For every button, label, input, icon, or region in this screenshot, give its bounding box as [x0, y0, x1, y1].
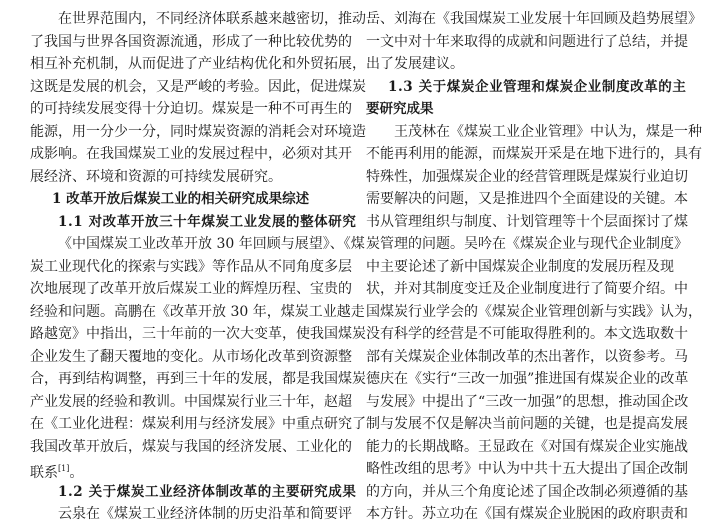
- right-column: [366, 8, 702, 526]
- text-line: 一文中对十年来取得的成就和问题进行了总结，并提: [366, 33, 688, 50]
- paragraph-first-line: 王茂林在《煤炭工业企业管理》中认为，煤是一种: [394, 123, 702, 140]
- paragraph-last-line: [30, 458, 345, 481]
- text-line: 了我国与世界各国资源流通，形成了一种比较优势的: [30, 33, 352, 50]
- text-line: 相互补充机制，从而促进了产业结构优化和外贸拓展，: [30, 56, 366, 72]
- text-line: 本方针。苏立功在《国有煤炭企业脱困的政府职责和: [366, 506, 688, 522]
- text-line: 特殊性，加强煤炭企业的经营管理既是煤炭行业迫切: [366, 168, 688, 185]
- text-line: 炭管理的问题。吴吟在《煤炭企业与现代企业制度》: [366, 236, 688, 252]
- text-line: 书从管理组织与制度、计划管理等十个层面探讨了煤: [366, 213, 688, 230]
- subsection-heading: 1.2 关于煤炭工业经济体制改革的主要研究成果: [58, 483, 357, 500]
- text-line: 能源，用一分少一分，同时煤炭资源的消耗会对环境造: [30, 123, 366, 140]
- paragraph-last-line: 出了发展建议。: [366, 56, 464, 72]
- text-line: 产业发展的经验和教训。中国煤炭行业三十年，赵超: [30, 393, 352, 410]
- text-line: 路越宽》中指出，三十年前的一次大变革，使我国煤炭: [30, 326, 366, 342]
- subsection-heading: 1.3 关于煤炭企业管理和煤炭企业制度改革的主: [388, 78, 687, 95]
- text-line: 需要解决的问题，又是推进四个全面建设的关键。本: [366, 191, 688, 207]
- line-tail: 。: [69, 465, 84, 481]
- paragraph-first-line: 《中国煤炭工业改革开放 30 年回顾与展望》、《煤: [58, 236, 365, 252]
- text-line: 岳、刘海在《我国煤炭工业发展十年回顾及趋势展望》: [366, 11, 702, 27]
- text-line: 状，并对其制度变迁及企业制度进行了简要介绍。中: [366, 281, 688, 297]
- text-line: 企业发生了翻天覆地的变化。从市场化改革到资源整: [30, 348, 352, 365]
- text-line: 我国改革开放后，煤炭与我国的经济发展、工业化的: [30, 438, 352, 455]
- text-line: 炭工业现代化的探索与实践》等作品从不同角度多层: [30, 258, 352, 275]
- text-line: 制与发展不仅是解决当前问题的关键，也是提高发展: [366, 416, 688, 432]
- text-line: 这既是发展的机会，又是严峻的考验。因此，促进煤炭: [30, 78, 366, 95]
- text-line: 经验和问题。高鹏在《改革开放 30 年，煤炭工业越走: [30, 303, 365, 320]
- text-line: 次地展现了改革开放后煤炭工业的辉煌历程、宝贵的: [30, 281, 352, 297]
- text-line: 中主要论述了新中国煤炭企业制度的发展历程及现: [366, 258, 674, 275]
- text-line: 与发展》中提出了“三改一加强”的思想，推动国企改: [366, 393, 689, 410]
- subsection-heading: 1.1 对改革开放三十年煤炭工业发展的整体研究: [58, 213, 357, 230]
- text-line: 合，再到结构调整，再到三十年的发展，都是我国煤炭: [30, 371, 366, 387]
- text-line: 的可持续发展变得十分迫切。煤炭是一种不可再生的: [30, 101, 352, 117]
- text-line: 在《工业化进程：煤炭利用与经济发展》中重点研究了: [30, 416, 366, 432]
- text-line: 德庆在《实行“三改一加强”推进国有煤炭企业的改革: [366, 371, 689, 387]
- left-column: [30, 8, 366, 526]
- text-line: 能力的长期战略。王显政在《对国有煤炭企业实施战: [366, 438, 688, 455]
- paragraph-last-line: 展经济、环境和资源的可持续发展研究。: [30, 168, 282, 185]
- text-line: 的方向，并从三个角度论述了国企改制必须遵循的基: [366, 483, 688, 500]
- text-line: 略性改组的思考》中认为中共十五大提出了国企改制: [366, 461, 688, 477]
- text-line: 没有科学的经营是不可能取得胜利的。本文选取数十: [366, 326, 688, 342]
- paragraph-first-line: 在世界范围内，不同经济体联系越来越密切，推动: [58, 11, 366, 27]
- text-line: 成影响。在我国煤炭工业的发展过程中，必须对其开: [30, 146, 352, 162]
- citation-marker: [1]: [58, 464, 70, 473]
- text-line: 不能再利用的能源，而煤炭开采是在地下进行的，具有: [366, 146, 702, 162]
- paragraph-first-line: 云泉在《煤炭工业经济体制的历史沿革和简要评: [58, 506, 352, 522]
- text-line: 国煤炭行业学会的《煤炭企业管理创新与实践》认为，: [366, 303, 702, 320]
- section-heading: 1 改革开放后煤炭工业的相关研究成果综述: [52, 191, 310, 207]
- subsection-heading-continued: 要研究成果: [366, 101, 434, 117]
- line-text: 联系: [30, 465, 58, 481]
- text-line: 部有关煤炭企业体制改革的杰出著作，以资参考。马: [366, 348, 688, 365]
